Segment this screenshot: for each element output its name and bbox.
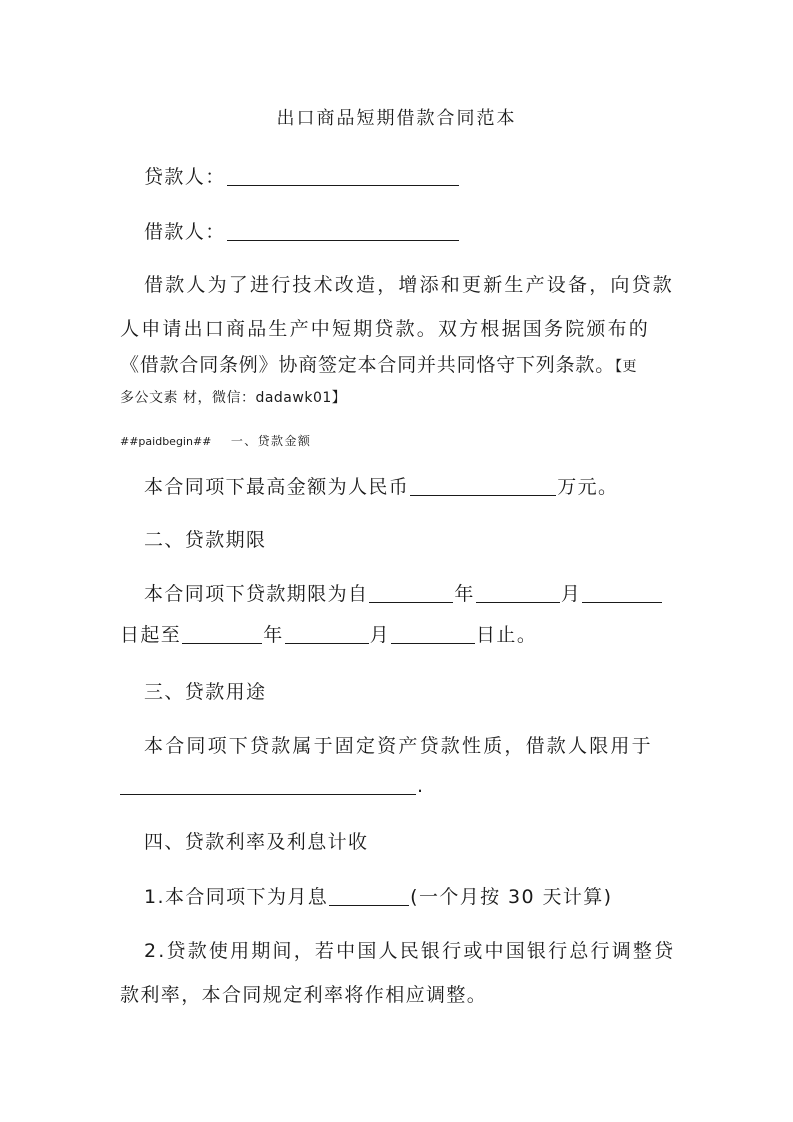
- section3-heading: 三、贷款用途: [144, 681, 267, 703]
- item1-num: 1.: [144, 886, 165, 908]
- intro-promo-a: 【更: [615, 359, 638, 375]
- start-day-label: 日起至: [120, 624, 182, 646]
- paid-marker-line: [120, 428, 676, 450]
- item2-num: 2.: [144, 940, 167, 962]
- intro-line-3: [120, 350, 676, 377]
- section2-text-line1: [120, 579, 700, 606]
- item1-text-b: (一个月按: [410, 886, 501, 908]
- section3-text: 本合同项下贷款属于固定资产贷款性质，借款人限用于: [144, 735, 653, 757]
- start-year-label: 年: [454, 583, 475, 605]
- end-month-blank[interactable]: [285, 624, 369, 644]
- section2-text-line2: [120, 620, 676, 647]
- start-month-label: 月: [560, 583, 582, 605]
- intro-line-1: 借款人为了进行技术改造，增添和更新生产设备，向贷款: [144, 274, 675, 296]
- intro-promo-b: 多公文素 材，微信：dadawk01】: [120, 390, 347, 406]
- item1-text-a: 本合同项下为月息: [164, 886, 329, 908]
- start-year-blank[interactable]: [369, 583, 453, 603]
- purpose-blank[interactable]: [120, 775, 416, 795]
- interest-blank[interactable]: [329, 886, 409, 906]
- section4-heading: 四、贷款利率及利息计收: [144, 831, 369, 853]
- end-day-blank[interactable]: [391, 624, 475, 644]
- item1-text-c: 天计算): [542, 886, 613, 908]
- item2-line1-text: 贷款使用期间，若中国人民银行或中国银行总行调整贷: [166, 940, 676, 962]
- paid-marker: ##paidbegin##: [120, 435, 212, 448]
- section1-text-a: 本合同项下最高金额为人民币: [144, 476, 410, 498]
- end-day-label: 日止。: [476, 624, 538, 646]
- lender-label: 贷款人：: [144, 166, 226, 188]
- section1-text-b: 万元。: [557, 476, 619, 498]
- start-day-blank[interactable]: [582, 583, 662, 603]
- item2-line1: [120, 936, 700, 963]
- item1-days: 30: [508, 886, 535, 908]
- section2-heading: 二、贷款期限: [144, 529, 267, 551]
- intro-line-2: 人申请出口商品生产中短期贷款。双方根据国务院颁布的: [120, 318, 651, 340]
- start-month-blank[interactable]: [476, 583, 560, 603]
- end-month-label: 月: [369, 624, 391, 646]
- amount-blank[interactable]: [410, 476, 556, 496]
- section1-text: [120, 472, 700, 499]
- end-year-blank[interactable]: [182, 624, 262, 644]
- borrower-line: [120, 217, 700, 244]
- lender-line: [120, 162, 700, 189]
- lender-blank[interactable]: [227, 166, 459, 186]
- borrower-blank[interactable]: [227, 221, 459, 241]
- document-title: 出口商品短期借款合同范本: [276, 108, 517, 129]
- section1-heading: 一、贷款金额: [230, 434, 312, 448]
- borrower-label: 借款人：: [144, 221, 226, 243]
- item1-line: [120, 882, 700, 909]
- end-year-label: 年: [263, 624, 284, 646]
- item2-line2: 款利率，本合同规定利率将作相应调整。: [120, 984, 488, 1006]
- section3-end: .: [417, 775, 425, 797]
- intro-line-3-text: 《借款合同条例》协商签定本合同并共同恪守下列条款。: [120, 354, 616, 376]
- section2-text-a: 本合同项下贷款期限为自: [144, 583, 369, 605]
- section3-blank-line: [120, 772, 676, 797]
